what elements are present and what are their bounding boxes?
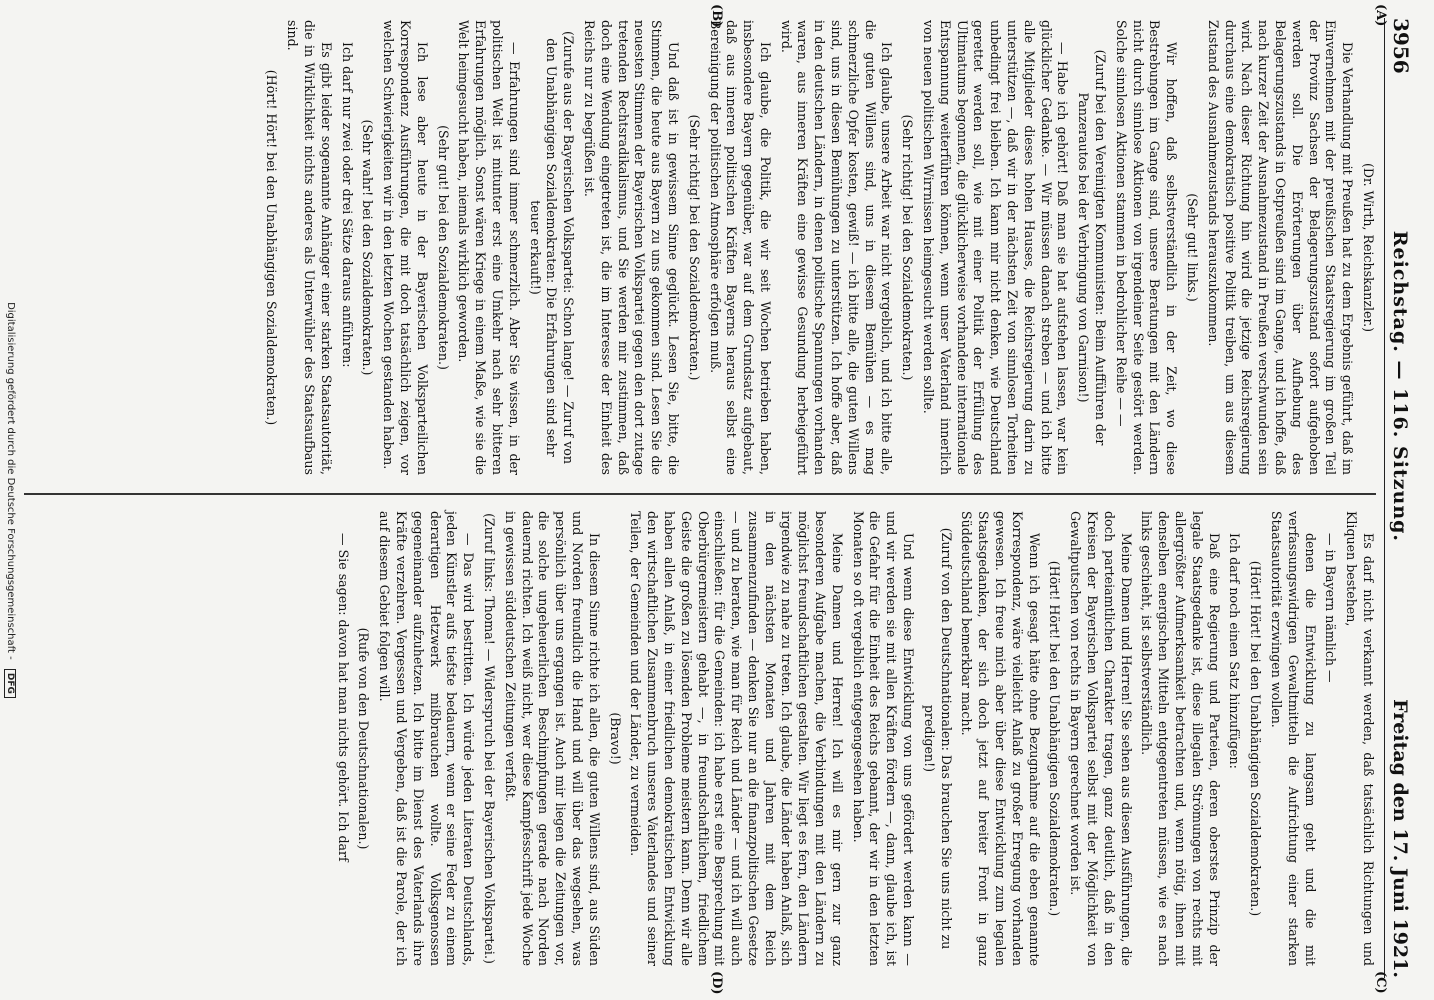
paragraph: Wir hoffen, daß selbstverständlich in der Zeit, wo diese Bestrebungen im Gange sind, unsere Beratungen mit den Ländern nicht durch sinnlose Aktionen von irgendeiner Seite gestört werden. Solche sinnlosen Aktionen stammen in bedrohlicher Reihe — — bbox=[1113, 20, 1180, 475]
paragraph: (Hört! Hört! bei den Unabhängigen Sozialdemokraten.) bbox=[264, 69, 280, 426]
paragraph: (Sehr richtig! bei den Sozialdemokraten.) bbox=[686, 114, 702, 381]
paragraph: (Hört! Hört! bei den Unabhängigen Sozialdemokraten.) bbox=[1047, 560, 1063, 917]
margin-letter-d: (D) bbox=[709, 971, 724, 995]
page-header bbox=[1384, 18, 1424, 978]
paragraph: (Zuruf links: Thoma! — Widerspruch bei der Bayerischen Volkspartei.) bbox=[481, 513, 497, 964]
dfg-logo: DFG bbox=[4, 669, 16, 698]
paragraph: (Hört! Hört! bei den Unabhängigen Sozialdemokraten.) bbox=[1248, 560, 1264, 917]
paragraph: Ich glaube, unsere Arbeit war nicht vergeblich, und ich bitte alle, die guten Willens sind, uns in diesem Bemühen — es mag schmerzliche Opfer kosten, gewiß! — ich bitte alle, die guten Willens sind, uns in diesen Bemühungen zu unterstützen. Ich hoffe aber, daß in den deutschen Ländern, in denen politische Spannungen vorhanden waren, aus inneren Kräften eine gewisse Gesundung herbeigeführt wird. bbox=[778, 20, 895, 475]
paragraph: Meine Damen und Herren! Sie sehen aus diesen Ausführungen, die doch parteiamtlichen Charakter tragen, ganz deutlich, daß in den Kreisen der Bayerischen Volkspartei selbst mit der Möglichkeit von Gewaltputschen von rechts in Bayern gerechnet worden ist. bbox=[1068, 511, 1134, 966]
left-column bbox=[259, 20, 1376, 475]
paragraph: (Sehr richtig! bei den Sozialdemokraten.) bbox=[900, 114, 916, 381]
page-footer bbox=[4, 0, 16, 1000]
page-number: 3956 bbox=[1389, 18, 1413, 74]
right-column bbox=[330, 511, 1376, 966]
paragraph: — Erfahrungen sind immer schmerzlich. Aber Sie wissen, in der politischen Welt ist mitunter erst eine Umkehr nach sehr bitteren Erfahrungen möglich. Sonst wären Kriege in einem Maße, wie sie die Welt heimgesucht haben, niemals wirklich geworden. bbox=[456, 20, 522, 475]
session-title: Reichstag. — 116. Sitzung. bbox=[1389, 230, 1411, 543]
paragraph: Die Verhandlung mit Preußen hat zu dem Ergebnis geführt, daß im Einvernehmen mit der preußischen Staatsregierung im großen Teil der Provinz Sachsen der Belagerungszustand sofort aufgehoben werden soll. Die Erörterungen über Aufhebung des Belagerungszustands in Ostpreußen sind im Gange, und ich hoffe, daß nach kurzer Zeit der Ausnahmezustand in Preußen verschwunden sein wird. Nach dieser Richtung hin wird die jetzige Reichsregierung durchaus eine demokratisch positive Politik treiben, um aus diesem Zustand des Ausnahmezustands herauszukommen. bbox=[1205, 20, 1356, 475]
paragraph: — Habe ich gehört! Daß man sie hat aufstehen lassen, war kein glücklicher Gedanke. — Wir müssen danach streben — und ich bitte alle Mitglieder dieses hohen Hauses, die Reichsregierung darin zu unterstützen —, daß wir in der nächsten Zeit von sinnlosen Torheiten unbedingt frei bleiben. Ich kann mir nicht denken, wie Deutschland gerettet werden soll, wie mit einer Politik der Erfüllung des Ultimatums begonnen, die glücklicherweise vorhandene internationale Entspannung weiterführen können, wenn unser Vaterland innerlich von neuen politischen Wirrnissen heimgesucht werden sollte. bbox=[921, 20, 1071, 475]
paragraph: Es gibt leider sogenannte Anhänger einer starken Staatsautorität, die in Wirklichkeit nichts anderes als Unterwühler des Staatsaufbaus sind. bbox=[285, 20, 334, 475]
column-divider bbox=[24, 493, 1376, 495]
margin-letter-a: (A) bbox=[1373, 4, 1388, 27]
paragraph: Ich darf nur zwei oder drei Sätze daraus anführen: bbox=[339, 42, 355, 368]
paragraph: Ich glaube, die Politik, die wir seit Wochen betrieben haben, insbesondere Bayern gegenüber, war auf dem Grundsatz aufgebaut, daß aus inneren politischen Kräften Bayerns heraus selbst eine Bereinigung der politischen Atmosphäre erfolgen muß. bbox=[707, 20, 773, 475]
paragraph: Und daß ist in gewissem Sinne geglückt. Lesen Sie, bitte, die Stimmen, die heute aus Bayern zu uns gekommen sind. Lesen Sie die neuesten Stimmen der Bayerischen Volkspartei gegen den dort zutage tretenden Rechtsradikalismus, und Sie werden mir zustimmen, daß doch eine Wendung eingetreten ist, die im Interesse der Einheit des Reichs nur zu begrüßen ist. bbox=[581, 20, 681, 475]
paragraph: Ich darf noch einen Satz hinzufügen: bbox=[1227, 533, 1243, 769]
margin-letter-b: (B) bbox=[709, 4, 724, 28]
paragraph: (Bravo!) bbox=[607, 712, 623, 765]
paragraph: (Zurufe aus der Bayerischen Volkspartei: Schon lange! — Zuruf von den Unabhängigen Sozialdemokraten: Die Erfahrungen sind sehr teuer erkauft!) bbox=[527, 30, 577, 464]
paragraph: — in Bayern nämlich — bbox=[1323, 533, 1339, 683]
paragraph: Und wenn diese Entwicklung von uns gefördert werden kann — und wir werden sie mit allen Kräften fördern —, dann, glaube ich, ist die Gefahr für die Einheit des Reichs gebannt, der wir in den letzten Monaten so oft vergeblich entgegengesehen haben. bbox=[850, 511, 917, 966]
paragraph: Meine Damen und Herren! Ich will es mir gern zur ganz besonderen Aufgabe machen, die Verbindungen mit den Ländern zu möglichst freundschaftlichen gestalten. Wir liegt es fern, den Ländern irgendwie zu nahe zu treten. Ich glaube, die Länder haben Anlaß, sich in den nächsten Monaten und Jahren mit dem Reich zusammenzufinden — denken Sie nur an die finanzpolitischen Gesetze — und zu beraten, wie man für Reich und Länder — und ich will auch einschließen: für die Gemeinden: ich habe erst eine Besprechung mit Oberbürgermeistern gehabt —, in freundschaftlichem, friedlichem Geiste die großen zu lösenden Probleme meistern kann. Denn wir alle haben allen Anlaß, in einer friedlichen demokratischen Entwicklung den wirtschaftlichen Zusammenbruch unseres Vaterlandes und seiner Teilen, der Gemeinden und der Länder, zu vermeiden. bbox=[628, 511, 845, 966]
paragraph: In diesem Sinne richte ich allen, die guten Willens sind, aus Süden und Norden freundlich die Hand und will über das wegsehen, was persönlich über uns ergangen ist. Auch mir liegen die Zeitungen vor, die solche ungeheuerlichen Beschimpfungen gerade nach Norden dauernd richten. Ich weiß nicht, wer diese Kampfesschrift jede Woche in gewissen süddeutschen Zeitungen verfaßt. bbox=[502, 511, 602, 966]
paragraph: Ich lese aber heute in der Bayerischen Volksparteilichen Korrespondenz Ausführungen, die mit doch tatsächlich zeigen, vor welchen Schwierigkeiten wir in den letzten Wochen gestanden haben. bbox=[381, 20, 430, 475]
paragraph: — Sie sagen: davon hat man nichts gehört. Ich darf bbox=[335, 533, 351, 862]
paragraph: (Zuruf von den Deutschnationalen: Das brauchen Sie uns nicht zu predigen!) bbox=[921, 527, 954, 950]
paragraph: (Zuruf bei den Vereinigten Kommunisten: Beim Aufführen der Panzerautos bei der Verbringung von Garnison!) bbox=[1076, 49, 1109, 446]
paragraph: (Sehr gut! links.) bbox=[1185, 193, 1201, 302]
session-date: Freitag den 17. Juni 1921. bbox=[1389, 699, 1411, 978]
paragraph: Wenn ich gesagt hätte ohne Bezugnahme auf die eben genannte Korrespondenz, wäre vielleicht Anlaß zu großer Erregung vorhanden gewesen. Ich freue mich aber über diese Entwicklung zum legalen Staatsgedanken, der sich doch jetzt auf breiter Front in ganz Süddeutschland bemerkbar macht. bbox=[959, 511, 1042, 966]
paragraph: (Rufe von den Deutschnationalen.) bbox=[356, 627, 372, 850]
paragraph: denen die Entwicklung zu langsam geht und die mit verfassungswidrigen Gewaltmitteln die Aufrichtung einer starken Staatsautorität erzwingen wollen. bbox=[1269, 511, 1318, 966]
paragraph: Es darf nicht verkannt werden, daß tatsächlich Richtungen und Kliquen bestehen, bbox=[1344, 511, 1376, 966]
footer-text: Digitalisierung gefördert durch die Deutsche Forschungsgemeinschaft - bbox=[5, 302, 16, 660]
paragraph: Daß eine Regierung und Parteien, deren oberstes Prinzip der legale Staatsgedanke ist, diese illegalen Strömungen von rechts mit allergrößter Aufmerksamkeit betrachten und, wenn nötig, ihnen mit denselben energischen Mitteln entgegentreten müssen, wie es nach links geschieht, ist selbstverständlich. bbox=[1139, 511, 1222, 966]
paragraph: (Sehr wahr! bei den Sozialdemokraten.) bbox=[360, 119, 376, 376]
margin-letter-c: (C) bbox=[1373, 971, 1388, 994]
paragraph: — Das wird bestritten. Ich würde jeden Literaten Deutschlands, jeden Künstler aufs tiefste bedauern, wenn er seine Feder zu einem derartigen Hetzwerk mißbrauchen wollte. Volksgenossen gegeneinander aufzuhetzen. Ich bitte im Dienst des Vaterlands ihre Kräfte verzehren. Vergessen und Vergeben, daß ist die Parole, der ich auf diesem Gebiet folgen will. bbox=[377, 511, 477, 966]
paragraph: (Dr. Wirth, Reichskanzler.) bbox=[1361, 162, 1376, 333]
paragraph: (Sehr gut! bei den Sozialdemokraten.) bbox=[435, 125, 451, 370]
